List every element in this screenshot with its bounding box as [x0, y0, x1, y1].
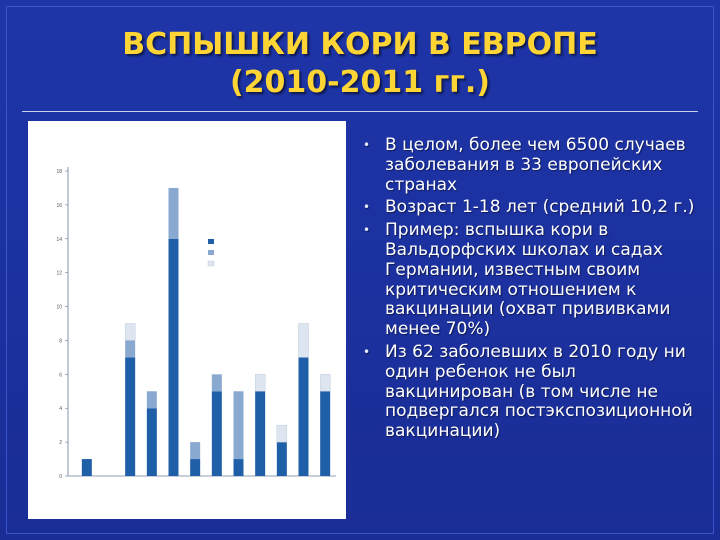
bar-segment-series-3 — [255, 374, 265, 391]
bar-segment-series-1 — [125, 357, 135, 476]
slide-title — [0, 26, 720, 102]
legend-swatch — [208, 239, 214, 244]
y-tick-label: 18 — [56, 169, 62, 175]
bullet-text: Возраст 1-18 лет (средний 10,2 г.) — [385, 197, 695, 218]
bar-segment-series-2 — [147, 391, 157, 408]
chart-figure — [28, 121, 346, 519]
bullet-text: В целом, более чем 6500 случаев заболевания в 33 европейских странах — [385, 135, 686, 195]
bar-segment-series-2 — [212, 374, 222, 391]
bar-segment-series-1 — [234, 459, 244, 476]
bar-segment-series-3 — [299, 324, 309, 358]
bullet-item — [360, 343, 700, 442]
bar-segment-series-1 — [320, 391, 330, 476]
y-tick-label: 16 — [56, 202, 62, 209]
bullet-list — [360, 136, 700, 445]
bar-segment-series-1 — [277, 442, 287, 476]
bar-segment-series-2 — [125, 340, 135, 357]
y-tick-label: 8 — [59, 338, 62, 345]
y-tick-label: 14 — [56, 236, 62, 243]
y-tick-label: 12 — [56, 270, 62, 277]
slide-title-line1: ВСПЫШКИ КОРИ В ЕВРОПЕ — [122, 27, 598, 62]
y-tick-label: 2 — [59, 440, 62, 447]
legend-swatch — [208, 261, 214, 266]
bar-segment-series-1 — [147, 408, 157, 476]
bar-segment-series-3 — [125, 324, 135, 341]
y-tick-label: 4 — [59, 406, 62, 413]
bullet-item — [360, 198, 700, 218]
bar-segment-series-1 — [82, 459, 92, 476]
bar-segment-series-2 — [169, 188, 179, 239]
y-tick-label: 10 — [56, 304, 62, 311]
bar-segment-series-1 — [255, 391, 265, 476]
weekly-cases-chart — [28, 121, 346, 519]
bar-segment-series-1 — [212, 391, 222, 476]
legend-swatch — [208, 250, 214, 255]
bullet-dot-icon: • — [363, 138, 371, 152]
bullet-text: Пример: вспышка кори в Вальдорфских школах и садах Германии, известным своим критическим отношением к вакцинации (охват прививками менее 70%) — [385, 220, 671, 340]
y-tick-label: 0 — [59, 474, 62, 480]
bar-segment-series-1 — [169, 239, 179, 476]
bullet-text: Из 62 заболевших в 2010 году ни один ребенок не был вакцинирован (в том числе не подвергался постэкспозиционной вакцинации) — [385, 341, 693, 442]
bullet-dot-icon: • — [363, 344, 371, 359]
bar-segment-series-1 — [190, 459, 200, 476]
bullet-item — [360, 221, 700, 340]
bullet-dot-icon: • — [363, 200, 371, 215]
title-divider — [22, 111, 698, 112]
y-tick-label: 6 — [59, 372, 62, 379]
bar-segment-series-2 — [234, 391, 244, 459]
bar-segment-series-1 — [299, 357, 309, 476]
bullet-dot-icon: • — [363, 223, 371, 238]
bar-segment-series-3 — [320, 374, 330, 391]
bar-segment-series-2 — [190, 442, 200, 459]
bullet-item — [360, 136, 700, 195]
slide-title-line2: (2010-2011 гг.) — [229, 65, 491, 100]
bar-segment-series-3 — [277, 425, 287, 442]
